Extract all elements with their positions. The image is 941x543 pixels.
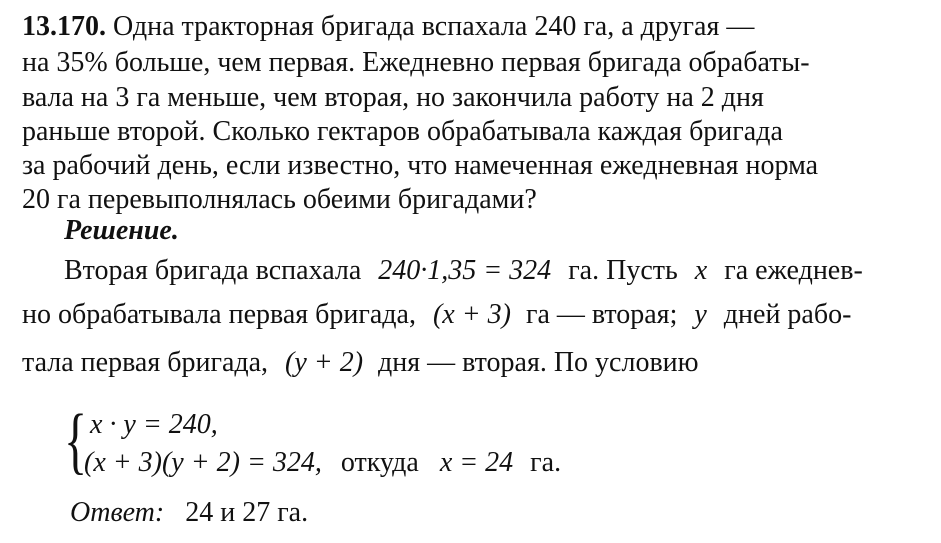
system-brace: {	[64, 400, 88, 482]
problem-line-6	[22, 185, 537, 215]
system-equation-1: x · y = 240,	[90, 409, 218, 440]
solution-line-1	[64, 256, 863, 286]
problem-text-2: на 35% больше, чем первая. Ежедневно первая бригада обрабаты-	[22, 47, 810, 78]
system-line-2	[84, 448, 561, 478]
problem-text-1: Одна тракторная бригада вспахала 240 га, а другая —	[106, 11, 755, 42]
problem-text-4: раньше второй. Сколько гектаров обрабатывала каждая бригада	[22, 116, 783, 147]
problem-text-3: вала на 3 га меньше, чем вторая, но закончила работу на 2 дня	[22, 82, 764, 113]
solution-line-3	[22, 348, 699, 378]
system-from: откуда	[340, 447, 419, 478]
solution-line-2	[22, 300, 851, 330]
problem-number: 13.170.	[22, 11, 106, 42]
answer-value: 24 и 27 га.	[185, 497, 309, 528]
solution-text-2c: дней рабо-	[723, 299, 852, 330]
problem-text-5: за рабочий день, если известно, что намеченная ежедневная норма	[22, 150, 819, 181]
system-equation-2: (x + 3)(y + 2) = 324,	[84, 447, 322, 478]
formula-y-plus-2: (y + 2)	[285, 347, 364, 378]
problem-line-1	[22, 12, 754, 42]
variable-y: y	[694, 299, 707, 330]
variable-x: x	[694, 255, 708, 286]
solution-text-1c: га ежеднев-	[724, 255, 863, 286]
formula-x-plus-3: (x + 3)	[432, 299, 511, 330]
solution-text-2b: га — вторая;	[525, 299, 678, 330]
problem-text-6: 20 га перевыполнялась обеими бригадами?	[22, 184, 537, 215]
problem-line-5	[22, 151, 818, 181]
answer-label: Ответ:	[70, 497, 165, 528]
solution-text-1: Вторая бригада вспахала	[64, 255, 362, 286]
problem-line-2	[22, 48, 810, 78]
solution-heading: Решение.	[64, 215, 179, 246]
solution-text-3: тала первая бригада,	[22, 347, 269, 378]
solution-text-3b: дня — вторая. По условию	[378, 347, 699, 378]
solution-text-1b: га. Пусть	[568, 255, 678, 286]
formula-324: 240·1,35 = 324	[378, 255, 552, 286]
answer-line	[70, 498, 308, 528]
problem-line-3	[22, 83, 764, 113]
problem-line-4	[22, 117, 783, 147]
system-result: x = 24	[439, 447, 514, 478]
system-unit: га.	[530, 447, 562, 478]
solution-text-2: но обрабатывала первая бригада,	[22, 299, 416, 330]
